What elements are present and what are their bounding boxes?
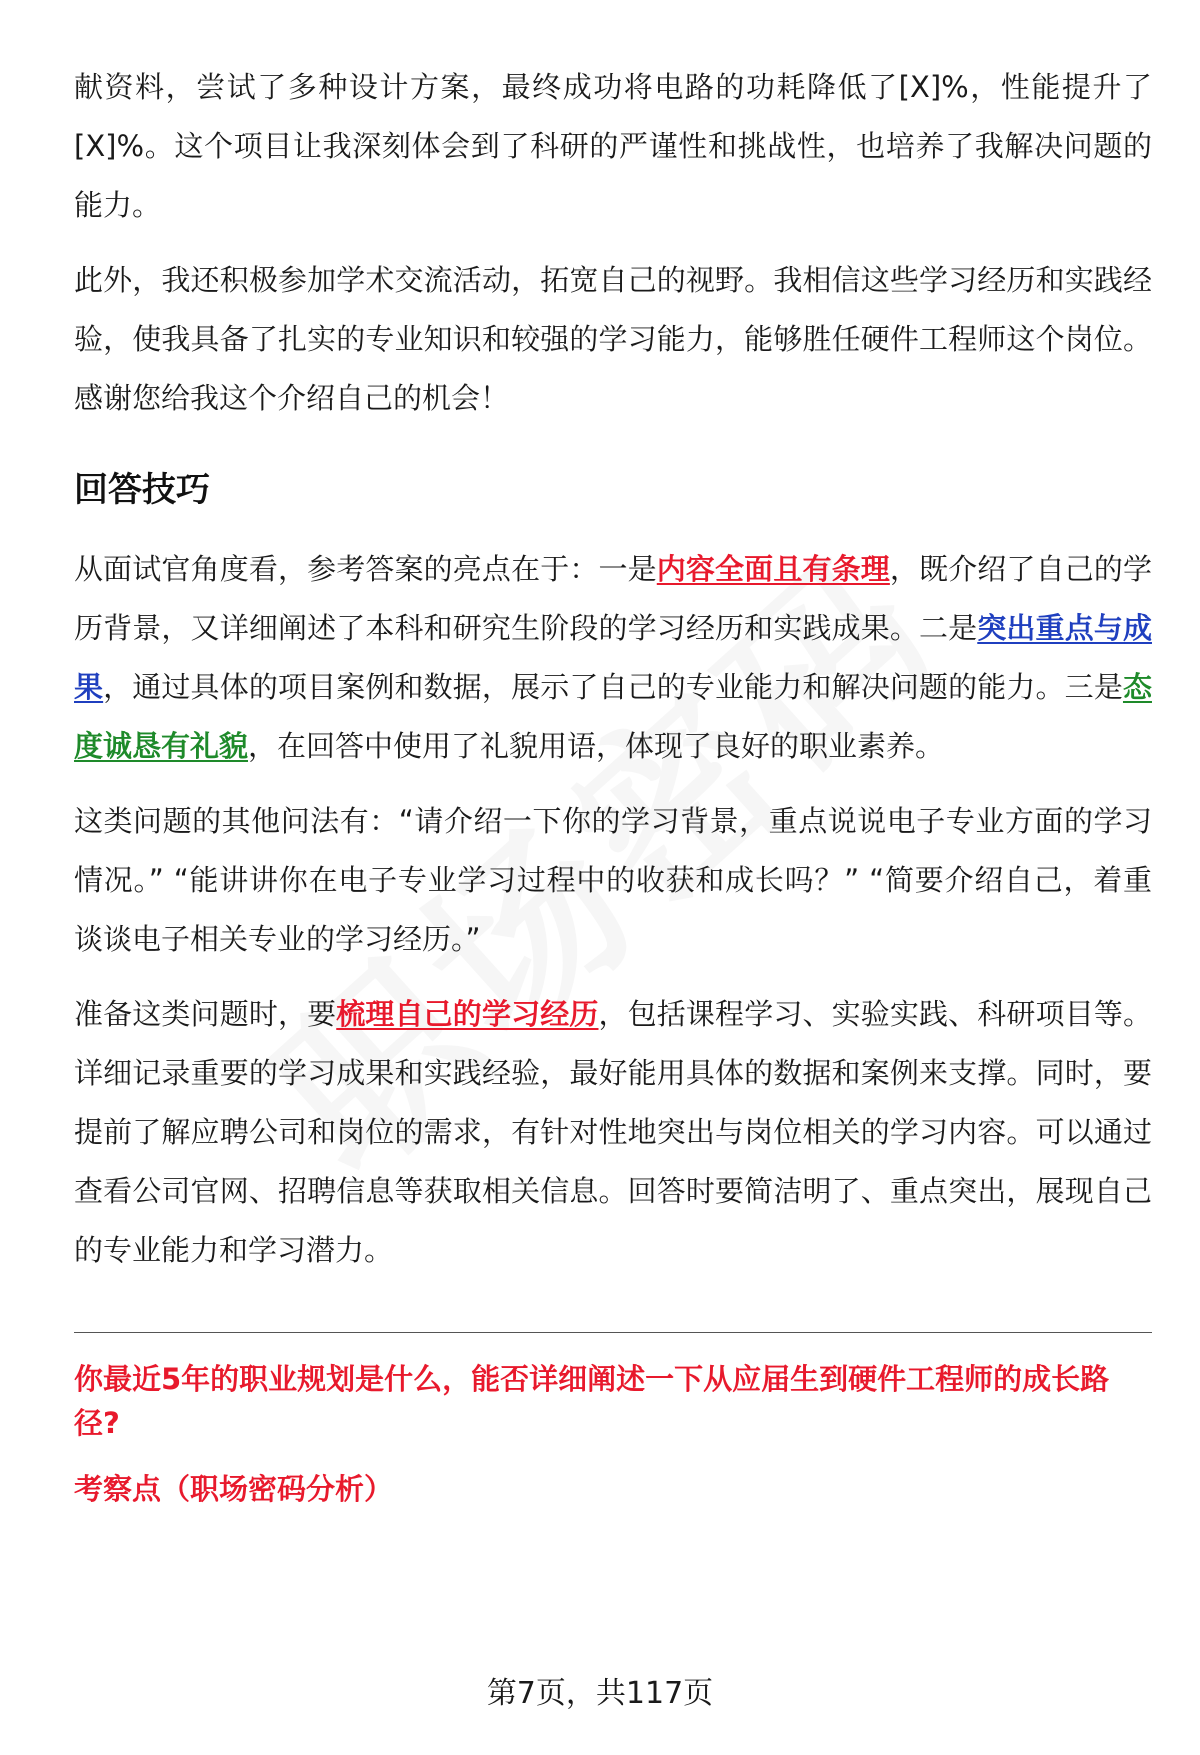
highlight-sincere-polite: 态度诚恳有礼貌 — [74, 670, 1152, 763]
highlight-focus-results: 突出重点与成果 — [74, 611, 1152, 704]
paragraph-closing: 此外，我还积极参加学术交流活动，拓宽自己的视野。我相信这些学习经历和实践经验，使我具备了扎实的专业知识和较强的学习能力，能够胜任硬件工程师这个岗位。感谢您给我这个介绍自己的机会！ — [74, 263, 1152, 415]
section-title: 回答技巧 — [74, 470, 210, 510]
highlight-learning-experience: 梳理自己的学习经历 — [336, 997, 599, 1031]
tips-text-4: ，在回答中使用了礼貌用语，体现了良好的职业素养。 — [248, 729, 945, 763]
exam-point-heading: 考察点（职场密码分析） — [74, 1472, 394, 1506]
page-number: 第7页，共117页 — [486, 1676, 714, 1711]
paragraph-project-result: 献资料，尝试了多种设计方案，最终成功将电路的功耗降低了[X]%，性能提升了[X]%。这个项目让我深刻体会到了科研的严谨性和挑战性，也培养了我解决问题的能力。 — [74, 70, 1152, 222]
next-question-title: 你最近5年的职业规划是什么，能否详细阐述一下从应届生到硬件工程师的成长路径? — [74, 1362, 1110, 1440]
divider — [74, 1332, 1152, 1333]
tips-text-3: ，通过具体的项目案例和数据，展示了自己的专业能力和解决问题的能力。三是 — [103, 670, 1123, 704]
tips-text-2: ，既介绍了自己的学历背景，又详细阐述了本科和研究生阶段的学习经历和实践成果。二是 — [74, 552, 1152, 645]
paragraph-preparation — [74, 985, 1152, 1280]
prep-text-2: ，包括课程学习、实验实践、科研项目等。详细记录重要的学习成果和实践经验，最好能用具体的数据和案例来支撑。同时，要提前了解应聘公司和岗位的需求，有针对性地突出与岗位相关的学习内容。可以通过查看公司官网、招聘信息等获取相关信息。回答时要简洁明了、重点突出，展现自己的专业能力和学习潜力。 — [74, 997, 1152, 1267]
paragraph-other-ways: 这类问题的其他问法有：“请介绍一下你的学习背景，重点说说电子专业方面的学习情况。” “能讲讲你在电子专业学习过程中的收获和成长吗？” “简要介绍自己，着重谈谈电子相关专业的学习经历。” — [74, 804, 1152, 956]
highlight-content-complete: 内容全面且有条理 — [656, 552, 890, 586]
document-page — [74, 58, 1152, 1511]
paragraph-tips — [74, 540, 1152, 776]
prep-text-1: 准备这类问题时，要 — [74, 997, 337, 1031]
tips-text-1: 从面试官角度看，参考答案的亮点在于：一是 — [74, 552, 657, 586]
